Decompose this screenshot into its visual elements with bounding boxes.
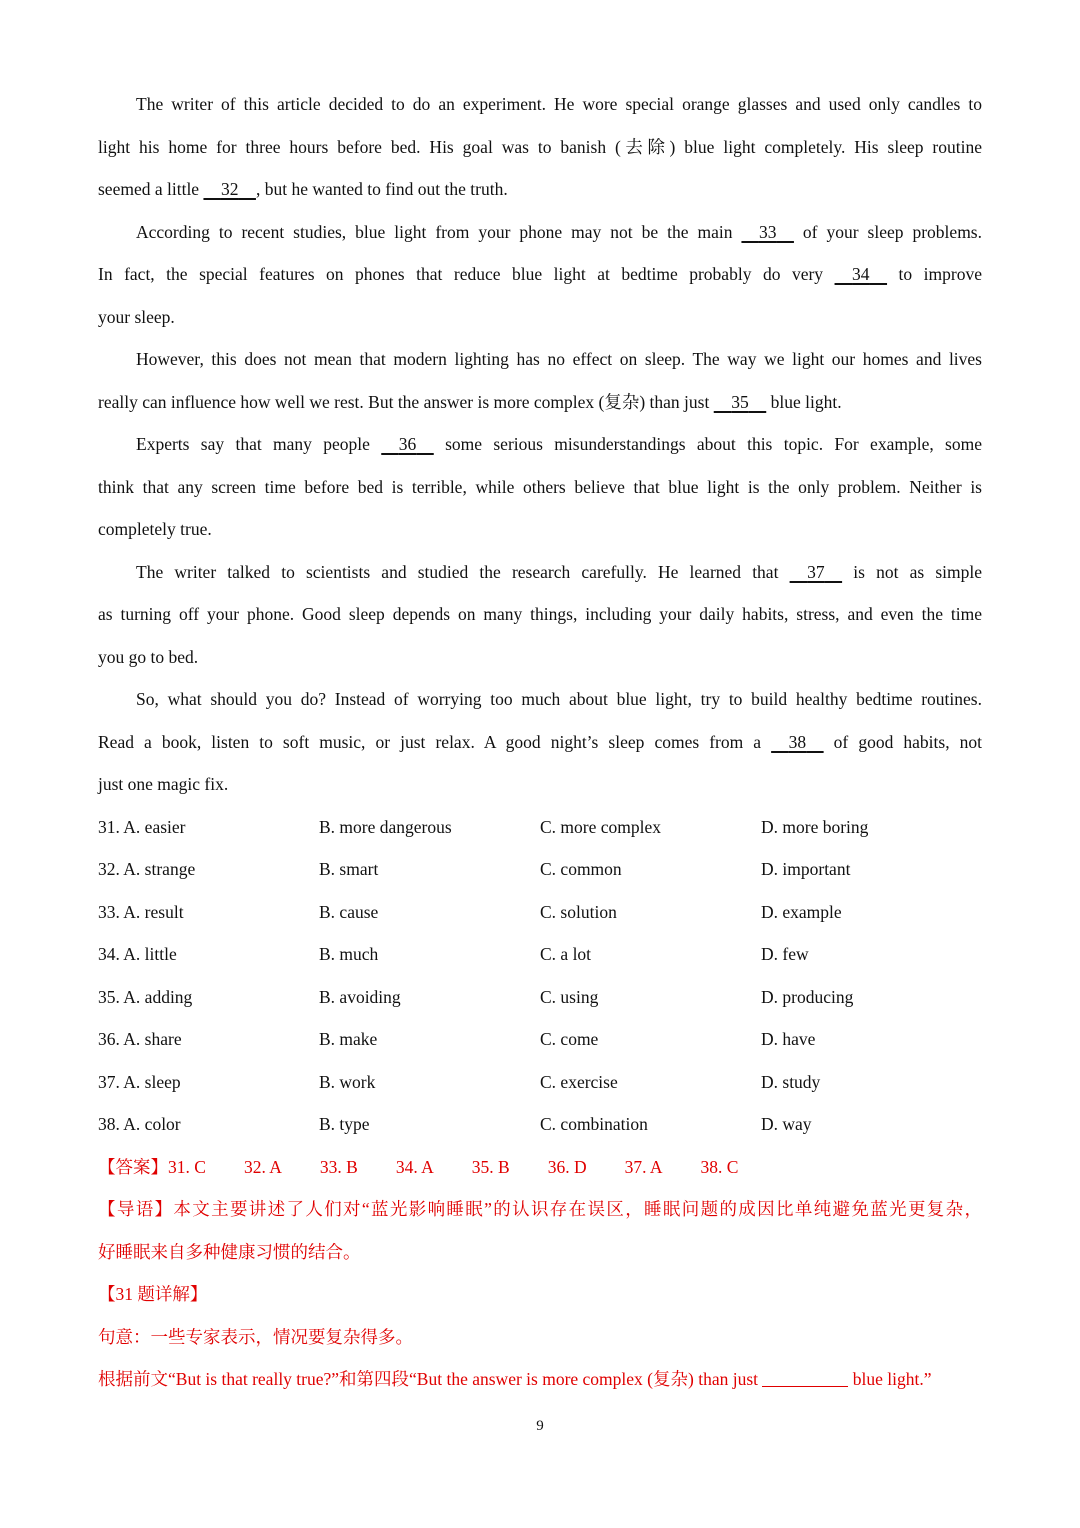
passage-line bbox=[98, 168, 982, 211]
passage-line bbox=[98, 551, 982, 594]
line-text: really can influence how well we rest. But the answer is more complex (复杂) than just bbox=[98, 391, 714, 412]
option-row bbox=[98, 1061, 982, 1104]
line-text: of your sleep problems. bbox=[793, 221, 982, 242]
option-row bbox=[98, 1103, 982, 1146]
option-choice: B. avoiding bbox=[319, 986, 401, 1007]
passage-line bbox=[98, 423, 982, 466]
answer-item: 34. A bbox=[395, 1156, 434, 1177]
option-choice: C. using bbox=[540, 986, 599, 1007]
option-row bbox=[98, 1018, 982, 1061]
passage-line: The writer of this article decided to do an experiment. He wore special orange glasses and used only candles to bbox=[136, 94, 982, 114]
intro-line-2: 好睡眠来自多种健康习惯的结合。 bbox=[98, 1241, 361, 1262]
option-choice: 37. A. sleep bbox=[98, 1071, 181, 1092]
passage-line: So, what should you do? Instead of worrying too much about blue light, try to build healthy bedtime routines. bbox=[136, 689, 982, 709]
blank-number: 36 bbox=[398, 434, 417, 454]
option-choice: 36. A. share bbox=[98, 1029, 182, 1049]
passage-line: as turning off your phone. Good sleep depends on many things, including your daily habits, stress, and even the time bbox=[98, 604, 982, 624]
line-text: In fact, the special features on phones that reduce blue light at bedtime probably do very bbox=[98, 264, 835, 284]
option-choice: B. smart bbox=[319, 859, 379, 879]
detail-heading: 【31 题详解】 bbox=[98, 1284, 208, 1304]
passage-line bbox=[98, 721, 982, 764]
intro-line-1: 【导语】本文主要讲述了人们对“蓝光影响睡眠”的认识存在误区，睡眠问题的成因比单纯避免蓝光更复杂， bbox=[98, 1199, 982, 1219]
detail-basis bbox=[98, 1358, 982, 1401]
option-choice: B. much bbox=[319, 944, 379, 964]
option-choice: B. cause bbox=[319, 901, 379, 922]
option-choice: 31. A. easier bbox=[98, 816, 186, 837]
answer-item: 32. A bbox=[243, 1156, 282, 1177]
blank-number: 32 bbox=[220, 179, 239, 199]
line-text: is not as simple bbox=[842, 561, 982, 582]
answer-item: 35. B bbox=[471, 1156, 510, 1177]
answer-item: 37. A bbox=[624, 1156, 663, 1177]
option-choice: D. few bbox=[761, 944, 809, 964]
line-text: Experts say that many people bbox=[136, 434, 382, 454]
line-text: , but he wanted to find out the truth. bbox=[255, 179, 508, 199]
option-choice: 34. A. little bbox=[98, 944, 177, 964]
answer-options bbox=[98, 806, 982, 1146]
answer-item: 33. B bbox=[319, 1156, 358, 1177]
blank-number: 34 bbox=[852, 264, 870, 284]
passage-line bbox=[98, 253, 982, 296]
detail-meaning: 句意：一些专家表示，情况要复杂得多。 bbox=[98, 1326, 413, 1347]
passage-line: completely true. bbox=[98, 519, 212, 539]
option-row bbox=[98, 976, 982, 1019]
option-choice: C. more complex bbox=[540, 816, 662, 837]
detail-basis-pre: 根据前文“But is that really true?”和第四段“But the answer is more complex (复杂) than just bbox=[98, 1369, 758, 1389]
option-choice: 35. A. adding bbox=[98, 986, 193, 1007]
line-text: seemed a little bbox=[98, 179, 204, 199]
line-text: According to recent studies, blue light from your phone may not be the main bbox=[136, 221, 742, 242]
option-choice: C. common bbox=[540, 859, 622, 879]
option-choice: C. combination bbox=[540, 1114, 648, 1134]
option-row bbox=[98, 806, 982, 849]
option-choice: B. make bbox=[319, 1029, 378, 1049]
cloze-passage bbox=[98, 83, 982, 806]
option-choice: B. work bbox=[319, 1071, 376, 1092]
passage-line: light his home for three hours before bed. His goal was to banish (去除) blue light completely. His sleep routine bbox=[98, 136, 982, 157]
answer-item: 36. D bbox=[547, 1156, 587, 1177]
page-content bbox=[98, 83, 982, 1401]
line-text: The writer talked to scientists and studied the research carefully. He learned that bbox=[136, 561, 790, 582]
option-choice: C. solution bbox=[540, 901, 617, 922]
option-choice: D. more boring bbox=[761, 816, 869, 837]
line-text: to improve bbox=[887, 264, 982, 284]
answer-label: 【答案】 bbox=[98, 1156, 168, 1177]
passage-line: your sleep. bbox=[98, 306, 175, 327]
blank-number: 35 bbox=[731, 391, 749, 412]
page-number: 9 bbox=[536, 1418, 544, 1434]
cloze-blank bbox=[203, 168, 256, 211]
option-choice: D. important bbox=[761, 859, 851, 879]
cloze-blank bbox=[714, 381, 767, 424]
option-choice: D. study bbox=[761, 1071, 821, 1092]
line-text: some serious misunderstandings about this topic. For example, some bbox=[433, 434, 982, 454]
passage-line: However, this does not mean that modern lighting has no effect on sleep. The way we light our homes and lives bbox=[136, 349, 982, 369]
option-row bbox=[98, 848, 982, 891]
cloze-blank bbox=[790, 551, 843, 594]
cloze-blank bbox=[771, 721, 824, 764]
option-choice: 32. A. strange bbox=[98, 859, 196, 879]
cloze-blank bbox=[741, 211, 794, 254]
blank-number: 33 bbox=[758, 221, 777, 242]
option-choice: D. way bbox=[761, 1114, 812, 1134]
passage-line bbox=[98, 211, 982, 254]
option-choice: B. type bbox=[319, 1114, 370, 1134]
passage-line: just one magic fix. bbox=[98, 774, 229, 794]
answer-item: 38. C bbox=[700, 1156, 739, 1177]
blank-number: 37 bbox=[807, 561, 825, 582]
option-choice: 33. A. result bbox=[98, 901, 184, 922]
passage-line bbox=[98, 381, 982, 424]
option-row bbox=[98, 891, 982, 934]
blank-number: 38 bbox=[788, 731, 807, 752]
line-text: blue light. bbox=[766, 391, 842, 412]
passage-line: think that any screen time before bed is terrible, while others believe that blue light is the only problem. Neither is bbox=[98, 476, 982, 497]
option-choice: C. a lot bbox=[540, 944, 592, 964]
answer-key bbox=[98, 1146, 982, 1189]
detail-basis-post: blue light.” bbox=[848, 1369, 932, 1389]
cloze-blank bbox=[381, 423, 434, 466]
line-text: Read a book, listen to soft music, or just relax. A good night’s sleep comes from a bbox=[98, 731, 772, 752]
cloze-blank bbox=[835, 253, 888, 296]
fill-blank bbox=[762, 1368, 848, 1387]
option-row bbox=[98, 933, 982, 976]
option-choice: D. have bbox=[761, 1029, 816, 1049]
option-choice: 38. A. color bbox=[98, 1114, 181, 1134]
option-choice: D. producing bbox=[761, 986, 854, 1007]
passage-line: you go to bed. bbox=[98, 646, 199, 667]
option-choice: B. more dangerous bbox=[319, 816, 452, 837]
option-choice: C. exercise bbox=[540, 1071, 618, 1092]
option-choice: D. example bbox=[761, 901, 842, 922]
answer-item: 31. C bbox=[168, 1156, 206, 1177]
line-text: of good habits, not bbox=[823, 731, 982, 752]
option-choice: C. come bbox=[540, 1029, 599, 1049]
